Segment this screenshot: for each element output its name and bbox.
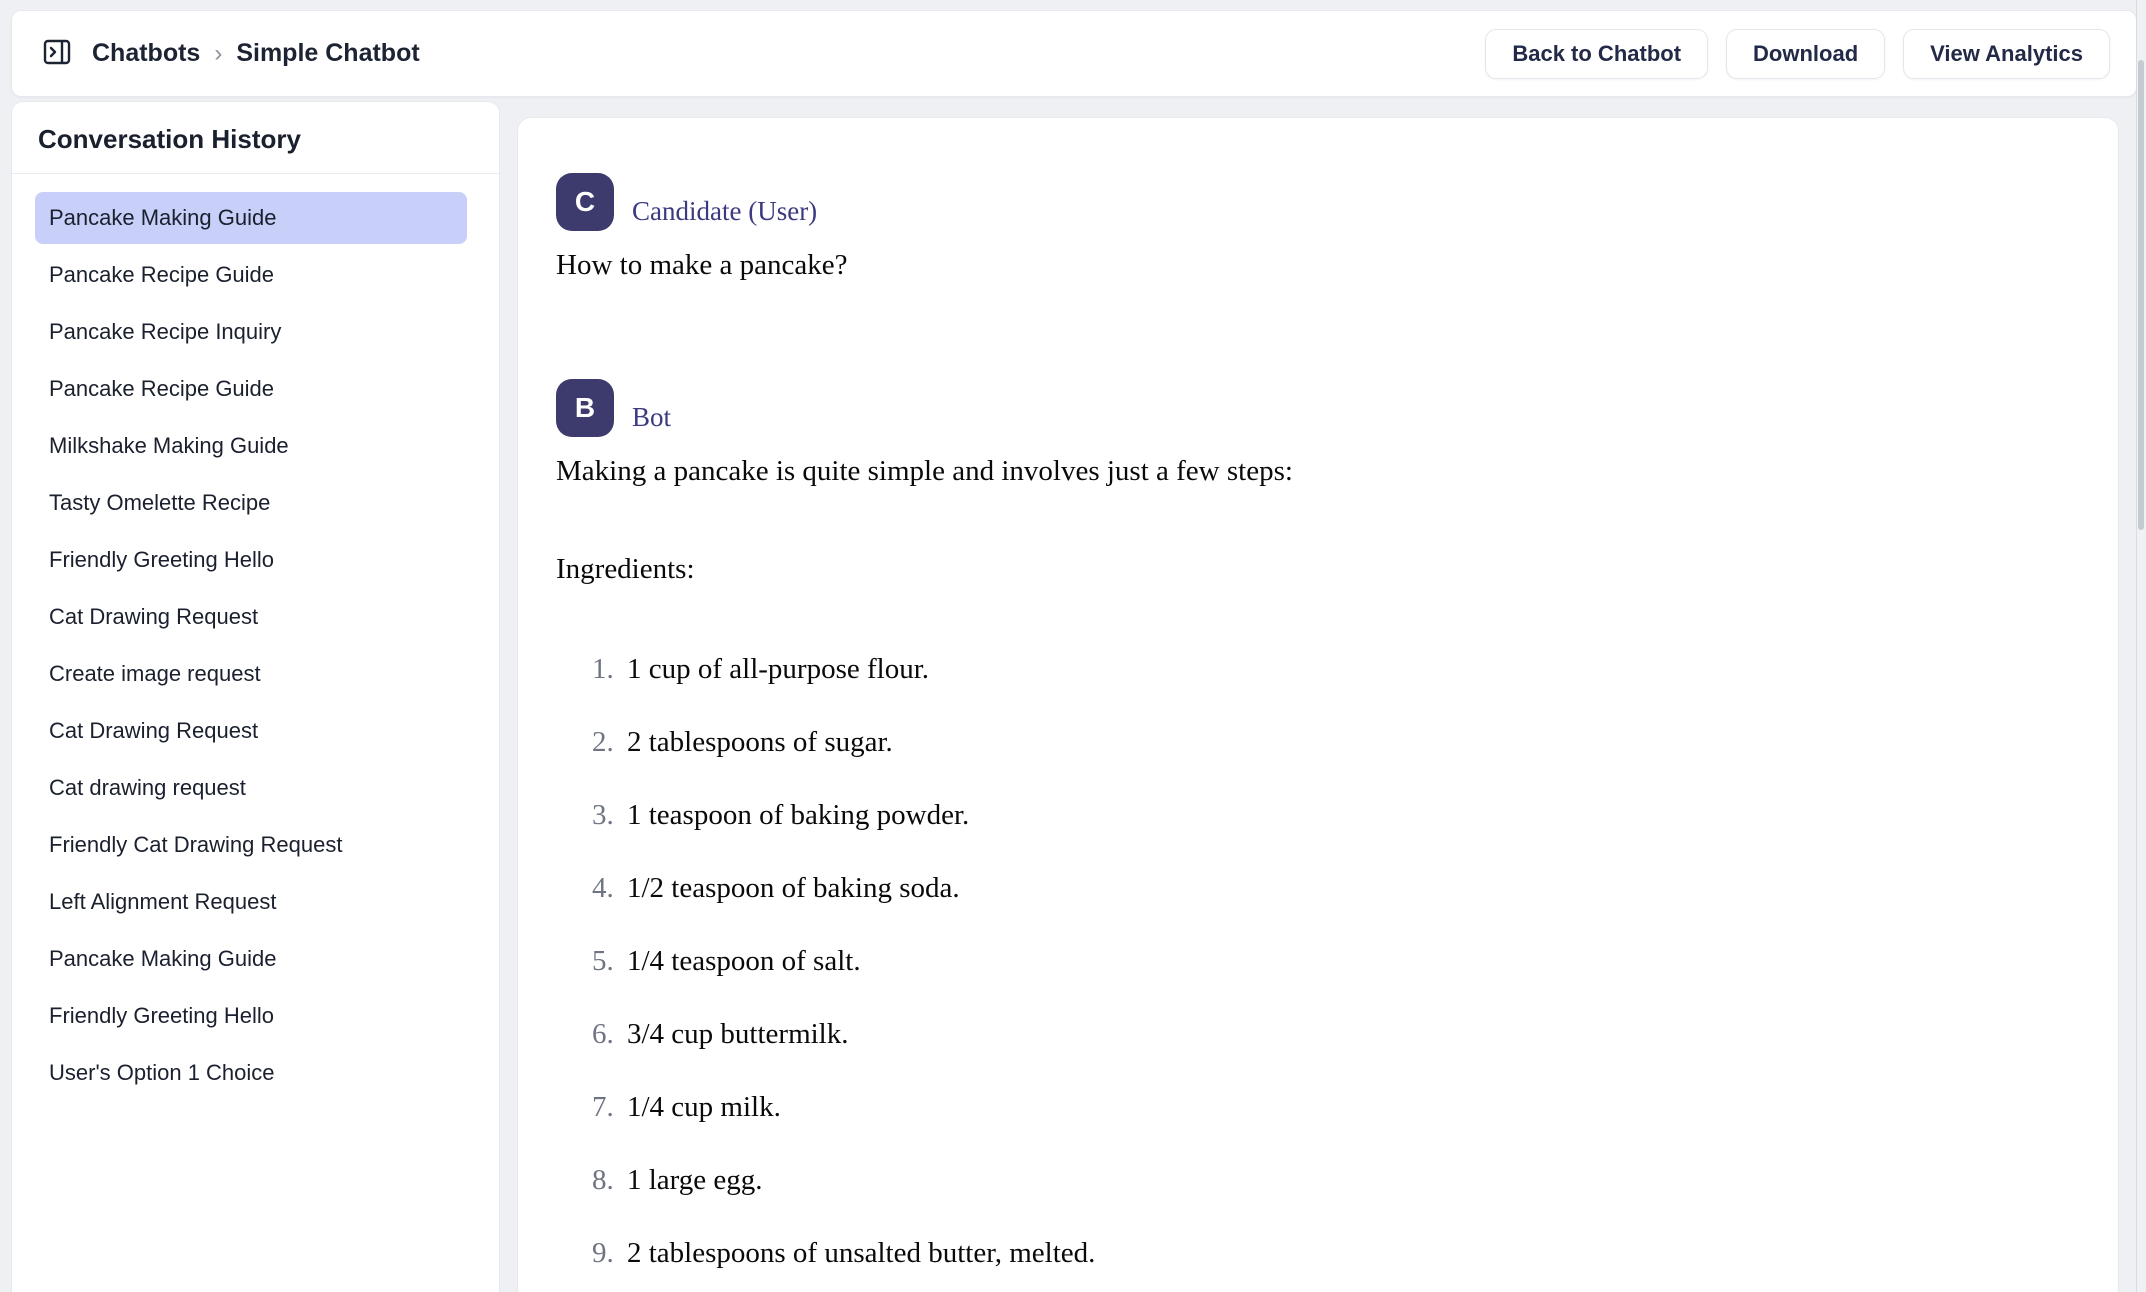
user-message-header	[556, 173, 2078, 231]
breadcrumb-chatbots[interactable]: Chatbots	[92, 39, 201, 67]
ingredients-list	[556, 651, 2078, 1271]
sidebar-item[interactable]: Pancake Recipe Guide	[49, 376, 275, 401]
bot-message	[556, 379, 2078, 1271]
ingredient-item: 9. 2 tablespoons of unsalted butter, melted.	[621, 1235, 2078, 1271]
ingredient-item: 2. 2 tablespoons of sugar.	[621, 724, 2078, 760]
breadcrumb-separator: ›	[214, 39, 223, 67]
sidebar-item[interactable]: Cat drawing request	[49, 775, 246, 800]
ingredient-item: 7. 1/4 cup milk.	[621, 1089, 2078, 1125]
conversation-history-sidebar	[11, 101, 500, 1292]
user-message-text: How to make a pancake?	[556, 249, 848, 281]
sidebar-item[interactable]: Cat Drawing Request	[49, 604, 259, 629]
user-avatar: C	[556, 173, 614, 231]
sidebar-item[interactable]: Milkshake Making Guide	[49, 433, 289, 458]
bot-avatar: B	[556, 379, 614, 437]
sidebar-item[interactable]: Friendly Greeting Hello	[49, 1003, 274, 1028]
sidebar-item[interactable]: Tasty Omelette Recipe	[49, 490, 271, 515]
view-analytics-button[interactable]: View Analytics	[1903, 29, 2110, 79]
sidebar-item[interactable]: Pancake Recipe Guide	[49, 262, 275, 287]
sidebar-item[interactable]: Left Alignment Request	[49, 889, 277, 914]
sidebar-toggle-button[interactable]	[38, 35, 76, 73]
bot-paragraph-intro: Making a pancake is quite simple and involves just a few steps:	[556, 455, 1293, 487]
ingredient-item: 8. 1 large egg.	[621, 1162, 2078, 1198]
panel-right-toggle-icon	[41, 36, 73, 71]
breadcrumb	[92, 39, 420, 68]
back-to-chatbot-button[interactable]: Back to Chatbot	[1485, 29, 1708, 79]
ingredient-item: 1. 1 cup of all-purpose flour.	[621, 651, 2078, 687]
download-button[interactable]: Download	[1726, 29, 1885, 79]
sidebar-item[interactable]: Cat Drawing Request	[49, 718, 259, 743]
bot-message-header	[556, 379, 2078, 437]
bot-paragraph-ingredients-heading: Ingredients:	[556, 553, 695, 585]
sidebar-item[interactable]: Create image request	[49, 661, 261, 686]
page-scrollbar[interactable]	[2136, 0, 2146, 1292]
user-role-label: Candidate (User)	[632, 196, 818, 226]
ingredient-item: 6. 3/4 cup buttermilk.	[621, 1016, 2078, 1052]
breadcrumb-current-page: Simple Chatbot	[236, 39, 420, 67]
sidebar-item[interactable]: Pancake Making Guide	[49, 946, 277, 971]
sidebar-item[interactable]: Friendly Greeting Hello	[49, 547, 274, 572]
sidebar-item[interactable]: Pancake Making Guide	[35, 192, 467, 244]
bot-role-label: Bot	[632, 402, 672, 432]
bot-message-text	[556, 453, 2078, 1271]
chat-transcript-panel	[517, 117, 2119, 1292]
ingredient-item: 3. 1 teaspoon of baking powder.	[621, 797, 2078, 833]
conversation-history-title: Conversation History	[38, 124, 301, 154]
sidebar-item[interactable]: Friendly Cat Drawing Request	[49, 832, 343, 857]
user-message	[556, 173, 2078, 283]
page-scrollbar-thumb[interactable]	[2138, 60, 2144, 530]
conversation-list	[12, 174, 499, 1124]
ingredient-item: 5. 1/4 teaspoon of salt.	[621, 943, 2078, 979]
sidebar-item[interactable]: Pancake Recipe Inquiry	[49, 319, 282, 344]
ingredient-item: 4. 1/2 teaspoon of baking soda.	[621, 870, 2078, 906]
header-bar	[11, 10, 2137, 97]
sidebar-item[interactable]: User's Option 1 Choice	[49, 1060, 275, 1085]
header-actions	[1485, 29, 2110, 79]
